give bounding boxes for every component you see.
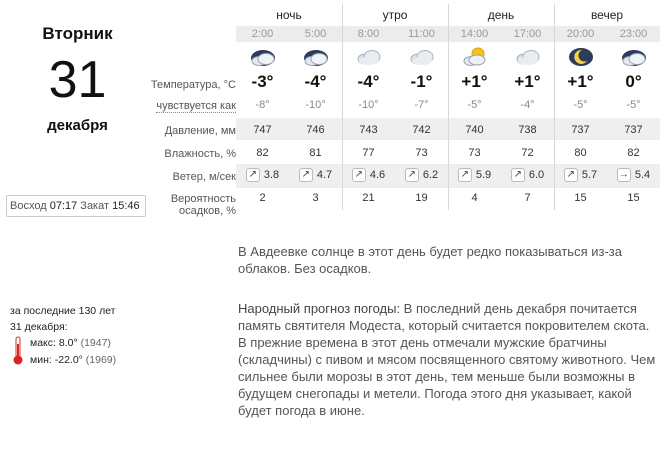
label-temperature: Температура, °C <box>150 79 236 91</box>
precip-value: 7 <box>524 192 531 204</box>
label-pressure: Давление, мм <box>164 125 236 137</box>
history-max-value: 8.0° <box>58 337 78 349</box>
sunrise-label: Восход <box>10 200 47 212</box>
period-morning: утро <box>382 8 408 22</box>
temperature-value: +1° <box>461 72 488 91</box>
sunrise-sunset <box>6 195 146 217</box>
precip-value: 3 <box>312 192 319 204</box>
label-precip-1: Вероятность <box>170 193 236 205</box>
wind-direction-icon: ↗ <box>564 168 578 182</box>
label-humidity: Влажность, % <box>164 148 236 160</box>
wind-speed-value: 3.8 <box>263 169 280 181</box>
humidity-value: 73 <box>415 147 428 159</box>
feels-like-value: -8° <box>255 99 270 111</box>
feels-like-value: -4° <box>520 99 535 111</box>
day-summary: В Авдеевке солнце в этот день будет редко показываться из-за облаков. Без осадков. <box>238 244 622 276</box>
history-max <box>30 337 111 349</box>
folk-forecast <box>238 300 656 419</box>
moon-cloud-icon <box>289 44 342 70</box>
precip-value: 15 <box>574 192 587 204</box>
history-title: за последние 130 лет <box>10 305 116 317</box>
feels-like-value: -10° <box>305 99 326 111</box>
temperature-value: -3° <box>251 72 274 91</box>
feels-like-value: -5° <box>573 99 588 111</box>
day-number: 31 <box>48 51 107 109</box>
wind-speed-value: 6.2 <box>422 169 439 181</box>
temperature-value: -1° <box>410 72 433 91</box>
history-max-year: (1947) <box>80 337 111 349</box>
history-min-label: мин: <box>30 354 52 366</box>
wind-direction-icon: ↗ <box>246 168 260 182</box>
period-evening: вечер <box>590 8 624 22</box>
time-label: 8:00 <box>357 28 380 40</box>
humidity-value: 81 <box>309 147 322 159</box>
period-night: ночь <box>276 8 302 22</box>
wind-direction-icon: ↗ <box>299 168 313 182</box>
wind-speed-value: 5.4 <box>634 169 651 181</box>
moon-icon <box>554 44 607 70</box>
history-min <box>30 354 116 366</box>
time-label: 23:00 <box>619 28 648 40</box>
precip-value: 15 <box>627 192 640 204</box>
history-min-value: -22.0° <box>54 354 83 366</box>
precip-value: 21 <box>362 192 375 204</box>
time-label: 2:00 <box>251 28 274 40</box>
wind-direction-icon: ↗ <box>352 168 366 182</box>
humidity-value: 77 <box>362 147 375 159</box>
cloud-icon <box>501 44 554 70</box>
humidity-value: 80 <box>574 147 587 159</box>
thermometer-icon <box>13 336 23 371</box>
temperature-value: +1° <box>514 72 541 91</box>
temperature-value: -4° <box>304 72 327 91</box>
precip-value: 19 <box>415 192 428 204</box>
label-feels-like[interactable]: чувствуется как <box>156 100 236 112</box>
feels-like-value: -7° <box>414 99 429 111</box>
wind-direction-icon: ↗ <box>458 168 472 182</box>
wind-cell <box>289 168 342 182</box>
humidity-value: 72 <box>521 147 534 159</box>
humidity-value: 82 <box>256 147 269 159</box>
temperature-value: 0° <box>625 72 642 91</box>
folk-forecast-text: В последний день декабря почитается память святителя Модеста, который считается покровителем скота. В прежние времена в этот день отмечали мужские братчины (складчины) с пивом и мясом посвященного святому животного. Чем сильнее были морозы в этот день, тем меньше были возможны в будущем снегопады и метели. Погода этого дня указывает, какой будет погода в июне. <box>238 301 656 418</box>
wind-cell <box>554 168 607 182</box>
feels-like-value: -5° <box>467 99 482 111</box>
wind-cell <box>607 168 660 182</box>
wind-direction-icon: → <box>618 169 629 180</box>
wind-direction-icon: ↗ <box>511 168 525 182</box>
time-label: 17:00 <box>513 28 542 40</box>
time-label: 20:00 <box>566 28 595 40</box>
feels-like-value: -10° <box>358 99 379 111</box>
pressure-value: 746 <box>306 124 325 136</box>
history-block <box>10 303 116 335</box>
temperature-value: -4° <box>357 72 380 91</box>
pressure-value: 738 <box>518 124 537 136</box>
pressure-value: 742 <box>412 124 431 136</box>
wind-cell <box>236 168 289 182</box>
period-day: день <box>487 8 515 22</box>
wind-speed-value: 6.0 <box>528 169 545 181</box>
folk-forecast-lead: Народный прогноз погоды: <box>238 301 401 316</box>
weekday: Вторник <box>42 24 113 43</box>
history-date: 31 декабря: <box>10 321 68 333</box>
label-precip-2: осадков, % <box>179 205 236 217</box>
month: декабря <box>47 117 108 134</box>
humidity-value: 73 <box>468 147 481 159</box>
wind-cell <box>501 168 554 182</box>
precip-value: 2 <box>259 192 266 204</box>
wind-speed-value: 4.6 <box>369 169 386 181</box>
history-max-label: макс: <box>30 337 56 349</box>
humidity-value: 82 <box>627 147 640 159</box>
wind-cell <box>395 168 448 182</box>
cloud-icon <box>342 44 395 70</box>
pressure-value: 737 <box>624 124 643 136</box>
history-min-year: (1969) <box>85 354 117 366</box>
pressure-value: 743 <box>359 124 378 136</box>
sun-cloud-icon <box>448 44 501 70</box>
sunset-label: Закат <box>80 200 110 212</box>
wind-direction-icon: ↗ <box>405 168 419 182</box>
sunrise-time: 07:17 <box>49 200 78 212</box>
wind-speed-value: 4.7 <box>316 169 333 181</box>
moon-cloud-icon <box>236 44 289 70</box>
sunset-time: 15:46 <box>112 200 140 212</box>
label-wind: Ветер, м/сек <box>172 171 236 183</box>
wind-speed-value: 5.9 <box>475 169 492 181</box>
wind-cell <box>448 168 501 182</box>
pressure-value: 747 <box>253 124 272 136</box>
precip-value: 4 <box>471 192 478 204</box>
time-label: 14:00 <box>460 28 489 40</box>
time-label: 11:00 <box>408 28 435 40</box>
wind-speed-value: 5.7 <box>581 169 598 181</box>
pressure-value: 737 <box>571 124 590 136</box>
pressure-value: 740 <box>465 124 484 136</box>
feels-like-value: -5° <box>626 99 641 111</box>
cloud-icon <box>395 44 448 70</box>
temperature-value: +1° <box>567 72 594 91</box>
wind-cell <box>342 168 395 182</box>
moon-cloud-icon <box>607 44 660 70</box>
time-label: 5:00 <box>304 28 327 40</box>
